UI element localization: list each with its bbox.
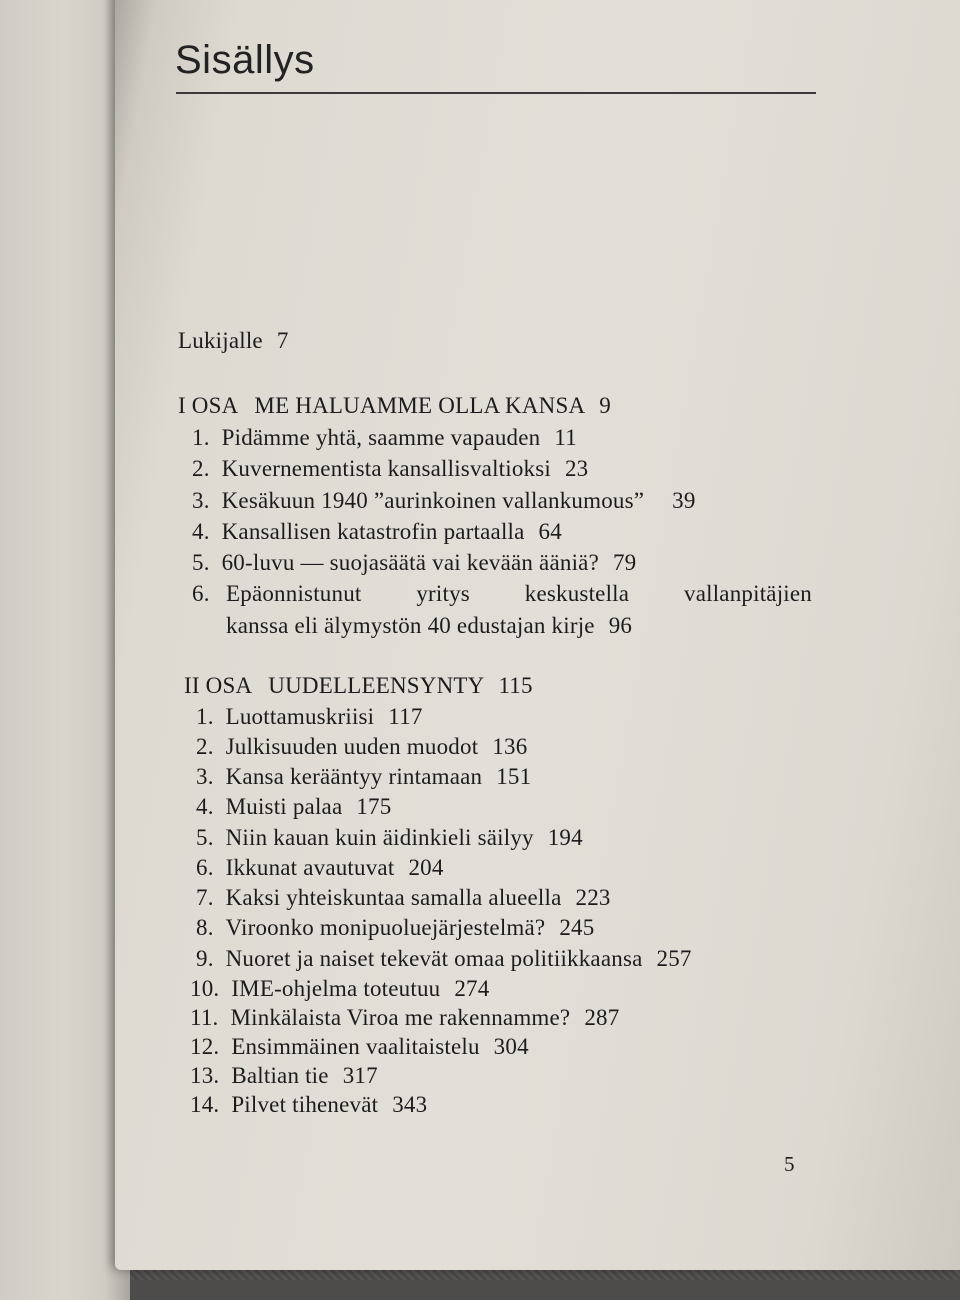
chapter-number: 5. bbox=[192, 550, 210, 575]
chapter-number: 6. bbox=[192, 581, 210, 606]
toc-entry bbox=[196, 854, 444, 882]
chapter-page: 11 bbox=[554, 425, 577, 450]
toc-entry bbox=[192, 518, 562, 546]
chapter-page: 257 bbox=[656, 946, 692, 971]
chapter-page: 194 bbox=[547, 825, 583, 850]
part-page: 9 bbox=[599, 393, 611, 418]
chapter-page: 64 bbox=[538, 519, 562, 544]
toc-entry bbox=[190, 1062, 378, 1090]
chapter-number: 3. bbox=[196, 764, 214, 789]
chapter-page: 151 bbox=[496, 764, 532, 789]
chapter-page: 343 bbox=[392, 1092, 428, 1117]
toc-entry bbox=[192, 424, 577, 452]
page-title: Sisällys bbox=[175, 38, 315, 82]
toc-entry bbox=[192, 455, 588, 483]
chapter-title: Kansallisen katastrofin partaalla bbox=[221, 519, 525, 544]
toc-entry bbox=[196, 884, 611, 912]
chapter-page: 245 bbox=[559, 915, 595, 940]
chapter-page: 204 bbox=[408, 855, 444, 880]
part-title: UUDELLEENSYNTY bbox=[268, 673, 485, 698]
chapter-page: 117 bbox=[388, 704, 423, 729]
toc-entry bbox=[196, 763, 531, 791]
part-label: I OSA bbox=[178, 393, 239, 418]
chapter-number: 1. bbox=[196, 704, 214, 729]
chapter-number: 12. bbox=[190, 1034, 220, 1059]
toc-entry-continuation bbox=[226, 612, 632, 640]
toc-entry bbox=[192, 549, 636, 577]
toc-entry bbox=[190, 975, 489, 1003]
toc-entry bbox=[196, 703, 423, 731]
chapter-title: Pilvet tihenevät bbox=[231, 1092, 379, 1117]
toc-entry bbox=[190, 1091, 427, 1119]
chapter-number: 7. bbox=[196, 885, 214, 910]
chapter-number: 2. bbox=[192, 456, 210, 481]
chapter-title: Julkisuuden uuden muodot bbox=[225, 734, 479, 759]
chapter-title: Kesäkuun 1940 ”aurinkoinen vallankumous” bbox=[221, 488, 645, 513]
chapter-page: 175 bbox=[356, 794, 392, 819]
chapter-page: 274 bbox=[454, 976, 490, 1001]
toc-entry bbox=[192, 580, 812, 608]
preface-page: 7 bbox=[276, 328, 289, 353]
chapter-title: Baltian tie bbox=[231, 1063, 329, 1088]
chapter-page: 96 bbox=[608, 613, 633, 638]
toc-entry bbox=[190, 1004, 619, 1032]
chapter-title: Luottamuskriisi bbox=[225, 704, 375, 729]
chapter-number: 5. bbox=[196, 825, 214, 850]
page-number: 5 bbox=[784, 1152, 795, 1176]
chapter-number: 10. bbox=[190, 976, 220, 1001]
chapter-title: Ikkunat avautuvat bbox=[225, 855, 395, 880]
chapter-title-line-1 bbox=[226, 580, 812, 608]
chapter-page: 317 bbox=[342, 1063, 378, 1088]
chapter-number: 3. bbox=[192, 488, 210, 513]
toc-preface bbox=[178, 327, 289, 355]
chapter-number: 2. bbox=[196, 734, 214, 759]
chapter-title: Kaksi yhteiskuntaa samalla alueella bbox=[225, 885, 562, 910]
chapter-number: 1. bbox=[192, 425, 210, 450]
chapter-title: Kansa kerääntyy rintamaan bbox=[225, 764, 483, 789]
chapter-number: 6. bbox=[196, 855, 214, 880]
part-title: ME HALUAMME OLLA KANSA bbox=[254, 393, 586, 418]
chapter-title: Pidämme yhtä, saamme vapauden bbox=[221, 425, 541, 450]
toc-entry bbox=[196, 945, 692, 973]
part-heading bbox=[178, 392, 611, 420]
toc-entry bbox=[190, 1033, 529, 1061]
toc-entry bbox=[196, 733, 527, 761]
chapter-title: Nuoret ja naiset tekevät omaa politiikkaansa bbox=[225, 946, 643, 971]
chapter-number: 8. bbox=[196, 915, 214, 940]
chapter-title-line-2: kanssa eli älymystön 40 edustajan kirje bbox=[226, 613, 595, 638]
preface-label: Lukijalle bbox=[178, 328, 263, 353]
chapter-number: 4. bbox=[192, 519, 210, 544]
chapter-title: Ensimmäinen vaalitaistelu bbox=[231, 1034, 480, 1059]
chapter-title: IME-ohjelma toteutuu bbox=[231, 976, 441, 1001]
toc-entry bbox=[196, 914, 594, 942]
chapter-title-word: vallanpitäjien bbox=[684, 581, 812, 606]
part-page: 115 bbox=[498, 673, 533, 698]
chapter-title: Viroonko monipuoluejärjestelmä? bbox=[225, 915, 546, 940]
chapter-title: Kuvernementista kansallisvaltioksi bbox=[221, 456, 551, 481]
toc-entry bbox=[196, 793, 391, 821]
chapter-number: 4. bbox=[196, 794, 214, 819]
chapter-page: 39 bbox=[672, 488, 696, 513]
chapter-number: 9. bbox=[196, 946, 214, 971]
toc-entry bbox=[196, 824, 583, 852]
chapter-page: 23 bbox=[564, 456, 589, 481]
chapter-title-word: yritys bbox=[416, 581, 470, 606]
chapter-title: Minkälaista Viroa me rakennamme? bbox=[230, 1005, 571, 1030]
chapter-title: Muisti palaa bbox=[225, 794, 343, 819]
chapter-title-word: Epäonnistunut bbox=[226, 581, 362, 606]
chapter-title-word: keskustella bbox=[524, 581, 630, 606]
chapter-number: 14. bbox=[190, 1092, 220, 1117]
part-heading bbox=[184, 672, 533, 700]
chapter-page: 79 bbox=[612, 550, 637, 575]
chapter-number: 13. bbox=[190, 1063, 220, 1088]
chapter-page: 304 bbox=[493, 1034, 529, 1059]
chapter-page: 223 bbox=[575, 885, 611, 910]
chapter-page: 287 bbox=[584, 1005, 620, 1030]
chapter-title: Niin kauan kuin äidinkieli säilyy bbox=[225, 825, 534, 850]
chapter-title: 60-luvu — suojasäätä vai kevään ääniä? bbox=[221, 550, 599, 575]
toc-entry bbox=[192, 487, 696, 515]
title-rule bbox=[176, 92, 816, 94]
chapter-page: 136 bbox=[492, 734, 528, 759]
chapter-number: 11. bbox=[190, 1005, 219, 1030]
part-label: II OSA bbox=[184, 673, 253, 698]
